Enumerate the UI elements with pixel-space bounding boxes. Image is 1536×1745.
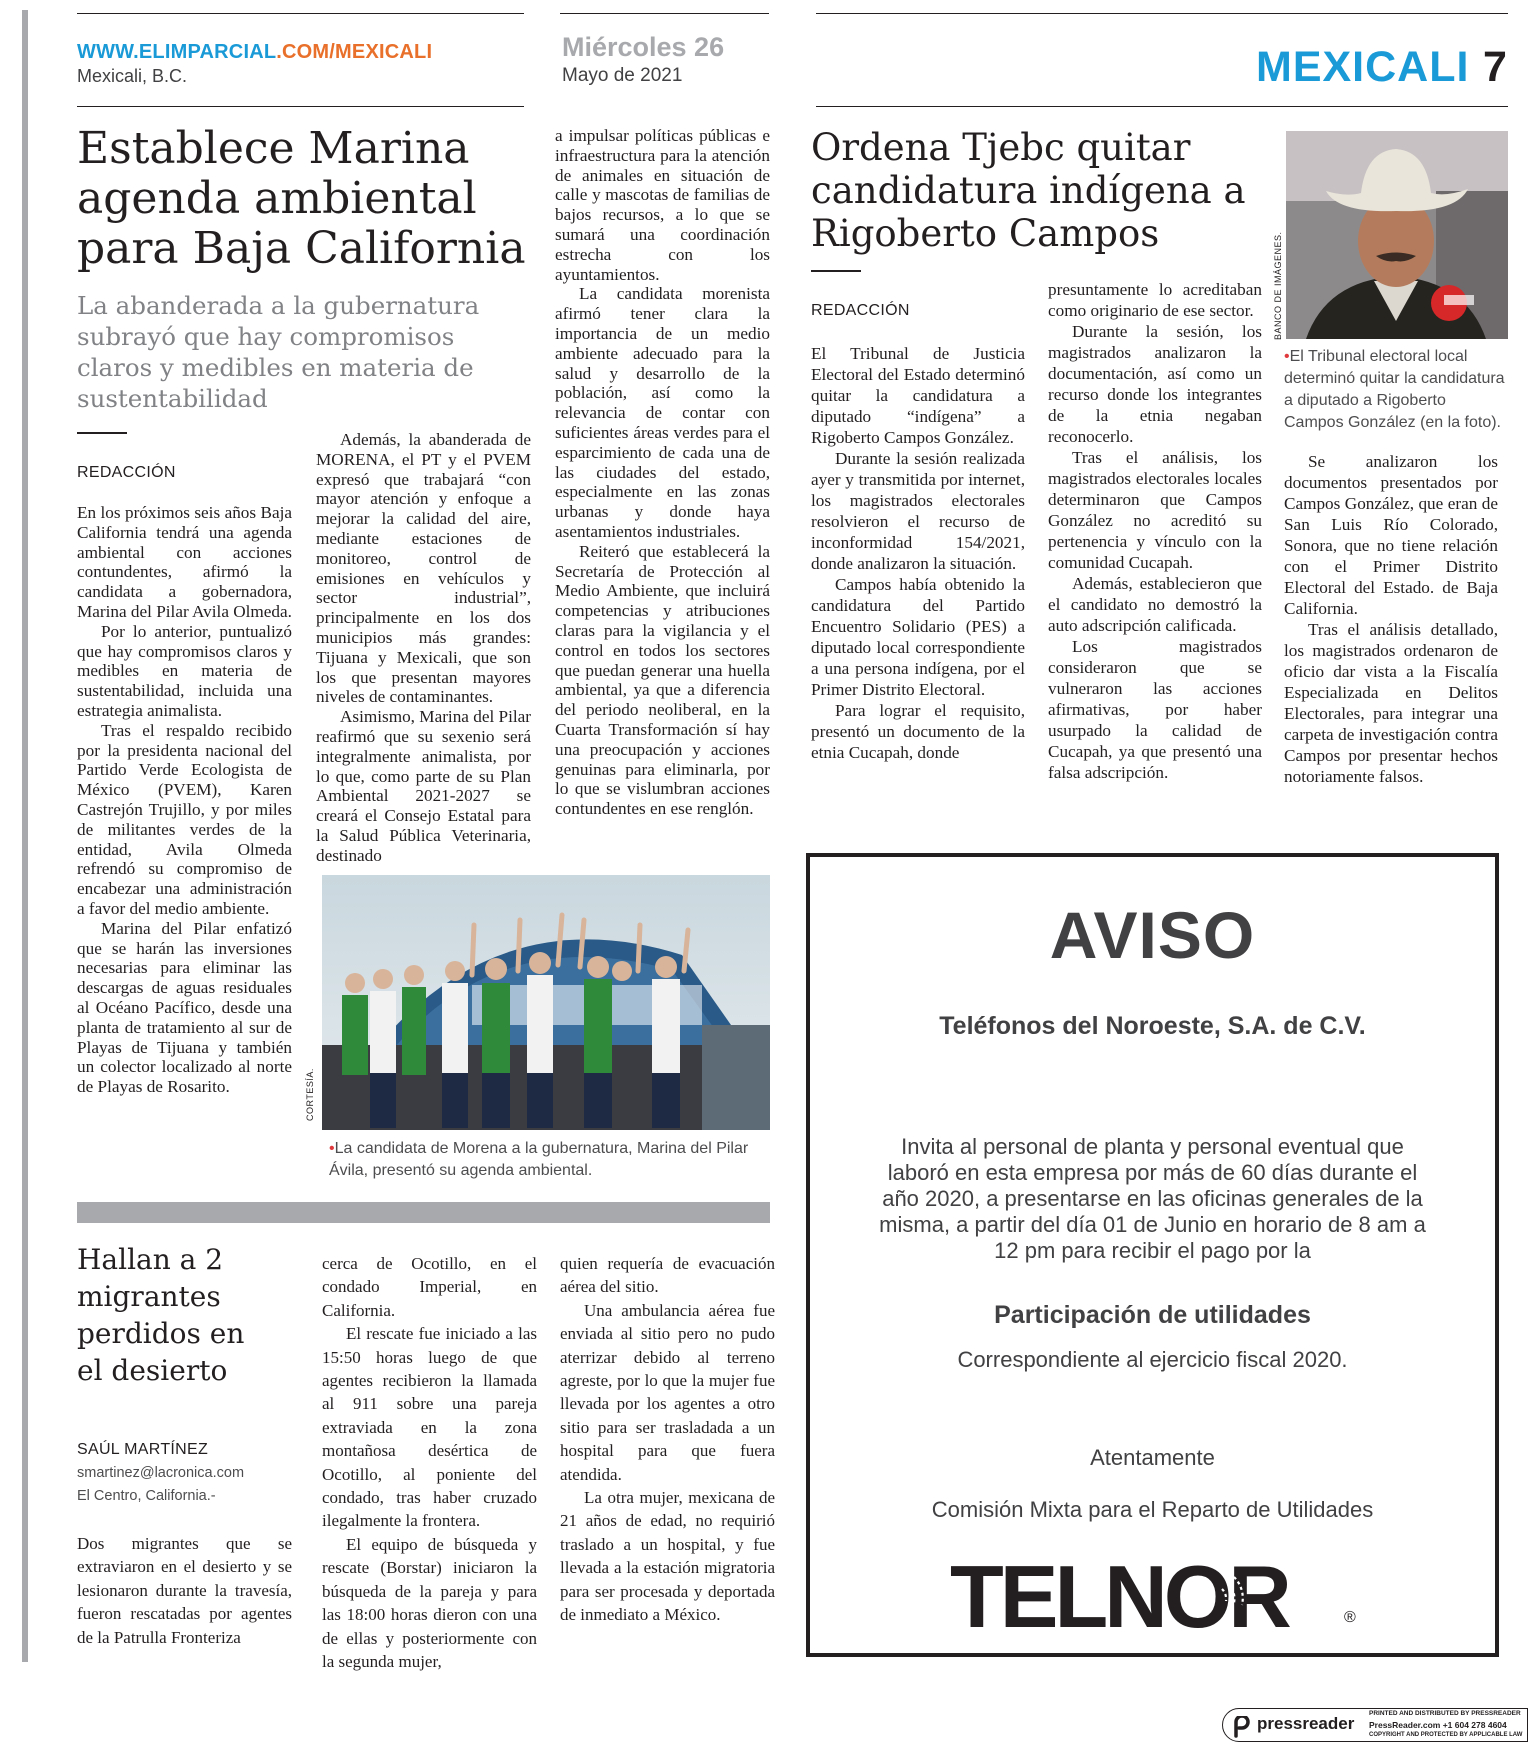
header-rule-left	[77, 13, 524, 14]
page-number: 7	[1483, 43, 1507, 91]
page-margin-bar	[22, 10, 28, 1662]
article1-paragraph: Además, la abanderada de MORENA, el PT y el PVEM expresó que trabajará “con mayor atención y enfoque a mejorar la calidad del aire, mediante estaciones de monitoreo, control de emisiones en vehículos y sector industrial”, principalmente en los dos municipios más grandes: Tijuana y Mexicali, que son los que presentan mayores niveles de contaminantes.	[316, 430, 531, 707]
article2-paragraph: presuntamente lo acreditaban como originario de ese sector.	[1048, 280, 1262, 320]
article1-headline: Establece Marina agenda ambiental para Baja California	[77, 123, 526, 274]
article2-column-3	[1284, 451, 1498, 787]
article3-paragraph: quien requería de evacuación aérea del sitio.	[560, 1254, 775, 1297]
article2-paragraph: Tras el análisis detallado, los magistrados ordenaron de oficio dar vista a la Fiscalía Especializada en Delitos Electorales, para integrar una carpeta de investigación contra Campos por presentar hechos notoriamente falsos.	[1284, 620, 1498, 786]
article2-photo-credit: BANCO DE IMÁGENES.	[1273, 231, 1283, 340]
article2-paragraph: Los magistrados consideraron que se vulneraron las acciones afirmativas, por haber usurpado la calidad de Cucapah, ya que presentó una falsa adscripción.	[1048, 637, 1262, 782]
section-separator-bar	[77, 1202, 770, 1223]
article3-paragraph: El rescate fue iniciado a las 15:50 horas luego de que agentes recibieron la llamada al 911 sobre una pareja extraviada en la zona montañosa desértica de Ocotillo, al poniente del condado, tras haber cruzado ilegalmente la frontera.	[322, 1324, 537, 1531]
article2-paragraph: El Tribunal de Justicia Electoral del Estado determinó quitar la candidatura a diputado “indígena” a Rigoberto Campos González.	[811, 344, 1025, 447]
article3-headline: Hallan a 2 migrantes perdidos en el desierto	[77, 1243, 245, 1387]
aviso-ad-box	[806, 853, 1499, 1657]
header-date-day: Miércoles 26	[562, 32, 725, 62]
section-title: MEXICALI	[1256, 43, 1470, 91]
header-location: Mexicali, B.C.	[77, 66, 188, 86]
telnor-logo-swirl-icon	[1176, 1559, 1258, 1641]
ad-closing: Atentamente	[1090, 1445, 1215, 1470]
article2-caption-text: El Tribunal electoral local determinó quitar la candidatura a diputado a Rigoberto Campos González (en la foto).	[1284, 348, 1505, 431]
article1-paragraph: Marina del Pilar enfatizó que se harán las inversiones necesarias para eliminar las descargas de aguas residuales al Océano Pacífico, desde una planta de tratamiento al sur de Playas de Tijuana y también un colector localizado al norte de Playas de Rosarito.	[77, 918, 292, 1097]
article1-subhead-rule	[77, 432, 127, 434]
ad-body: Invita al personal de planta y personal eventual que laboró en esta empresa por más de 60 días durante el año 2020, a presentarse en las oficinas generales de la misma, a partir del día 01 de Junio en horario de 8 am a 12 pm para recibir el pago por la	[879, 1134, 1426, 1263]
pressreader-logo-icon	[1233, 1716, 1253, 1738]
article1-paragraph: Tras el respaldo recibido por la presidenta nacional del Partido Verde Ecologista de México (PVEM), Karen Castrejón Trujillo, y por miles de militantes verdes de la entidad, Avila Olmeda refrendó su compromiso de encabezar una administración a favor del medio ambiente.	[77, 720, 292, 918]
article2-paragraph: Se analizaron los documentos presentados por Campos González, que eran de San Luis Río Colorado, Sonora, que no tiene relación con el Primer Distrito Electoral del Estado. de Baja California.	[1284, 452, 1498, 618]
telnor-logo-text: TELNOR	[950, 1547, 1288, 1646]
article1-caption-text: La candidata de Morena a la gubernatura, Marina del Pilar Ávila, presentó su agenda ambiental.	[329, 1140, 749, 1179]
ad-fiscal: Correspondiente al ejercicio fiscal 2020.	[957, 1347, 1348, 1372]
article3-column-2	[322, 1252, 537, 1673]
caption-bullet: •	[1284, 348, 1290, 365]
article1-column-3	[555, 126, 770, 819]
article1-paragraph: En los próximos seis años Baja California tendrá una agenda ambiental con acciones contundentes, afirmó la candidata a gobernadora, Marina del Pilar Avila Olmeda.	[77, 503, 292, 621]
article2-column-1	[811, 343, 1025, 763]
article1-paragraph: La candidata morenista afirmó tener clara la importancia de un medio ambiente adecuado para la salud y desarrollo de la población, así como la relevancia de contar con suficientes áreas verdes para el esparcimiento de cada una de las ciudades del estado, especialmente en las zonas urbanas y donde haya asentamientos industriales.	[555, 284, 770, 541]
article1-photo-credit: CORTESÍA.	[305, 1068, 315, 1121]
pressreader-brand: pressreader	[1257, 1714, 1355, 1733]
website-url[interactable]	[77, 41, 432, 64]
article1-column-2	[316, 430, 531, 866]
article3-paragraph: La otra mujer, mexicana de 21 años de edad, no requirió traslado a un hospital, y fue llevada a la estación migratoria para ser procesada y deportada de inmediato a México.	[560, 1488, 775, 1625]
article2-paragraph: Para lograr el requisito, presentó un documento de la etnia Cucapah, donde	[811, 701, 1025, 762]
article3-email[interactable]: smartinez@lacronica.com	[77, 1465, 245, 1481]
article2-byline: REDACCIÓN	[811, 302, 910, 319]
header-bottom-rule-right	[816, 106, 1508, 107]
ad-subject: Participación de utilidades	[994, 1301, 1311, 1329]
article2-column-2	[1048, 279, 1262, 783]
header-bottom-rule-left	[77, 106, 524, 107]
article1-subhead: La abanderada a la gubernatura subrayó que hay compromisos claros y medibles en materia de sustentabilidad	[77, 291, 480, 413]
article1-paragraph: Asimismo, Marina del Pilar reafirmó que su sexenio será integralmente animalista, por lo que, como parte de su Plan Ambiental 2021-2027 se creará el Consejo Estatal para la Salud Pública Veterinaria, destinado	[316, 707, 531, 865]
article2-paragraph: Durante la sesión, los magistrados analizaron la documentación, así como un recurso donde los integrantes de la etnia negaban reconocerlo.	[1048, 322, 1262, 446]
article1-paragraph: Por lo anterior, puntualizó que hay compromisos claros y medibles en materia de sustentabilidad, incluida una estrategia animalista.	[77, 621, 292, 720]
registered-mark: ®	[1344, 1609, 1356, 1626]
pressreader-line-2: PressReader.com +1 604 278 4604	[1369, 1720, 1507, 1730]
article3-dateline: El Centro, California.-	[77, 1488, 216, 1504]
article2-paragraph: Tras el análisis, los magistrados electorales locales determinaron que Campos González no acreditó su pertenencia y vínculo con la comunidad Cucapah.	[1048, 448, 1262, 572]
article3-paragraph: El equipo de búsqueda y rescate (Borstar) iniciaron la búsqueda de la pareja y para las 18:00 horas dieron con una de ellas y posteriormente con la segunda mujer,	[322, 1534, 537, 1671]
article3-byline: SAÚL MARTÍNEZ	[77, 1441, 209, 1458]
caption-bullet: •	[329, 1140, 335, 1157]
article1-column-1	[77, 503, 292, 1097]
article1-paragraph: Reiteró que establecerá la Secretaría de Protección al Medio Ambiente, que incluirá competencias y atribuciones claras para la vigilancia y el control en todos los sectores que puedan generar una huella ambiental, ya que a diferencia del periodo neoliberal, en la Cuarta Transformación sí hay una preocupación y acciones genuinas para eliminarla, por lo que se vislumbran acciones contundentes en ese renglón.	[555, 541, 770, 819]
rigoberto-campos-photo	[1286, 131, 1508, 339]
article2-caption	[1284, 346, 1509, 434]
ad-signatory: Comisión Mixta para el Reparto de Utilidades	[931, 1497, 1374, 1522]
article2-headline: Ordena Tjebc quitar candidatura indígena a Rigoberto Campos	[811, 126, 1246, 255]
header-rule-right	[816, 13, 1508, 14]
article2-paragraph: Durante la sesión realizada ayer y transmitida por internet, los magistrados electorales resolvieron el recurso de inconformidad 154/2021, donde analizaron la situación.	[811, 449, 1025, 573]
article1-byline: REDACCIÓN	[77, 464, 176, 481]
article3-paragraph: Dos migrantes que se extraviaron en el desierto y se lesionaron durante la travesía, fueron rescatadas por agentes de la Patrulla Fronteriza	[77, 1534, 292, 1647]
header-rule-mid	[560, 13, 769, 14]
pressreader-badge[interactable]	[1222, 1708, 1528, 1742]
pressreader-line-1: PRINTED AND DISTRIBUTED BY PRESSREADER	[1369, 1710, 1521, 1717]
article3-column-1	[77, 1532, 292, 1649]
pressreader-line-3: COPYRIGHT AND PROTECTED BY APPLICABLE LAW	[1369, 1732, 1523, 1738]
campaign-rally-photo	[322, 875, 770, 1130]
article3-paragraph: cerca de Ocotillo, en el condado Imperial, en California.	[322, 1254, 537, 1320]
article3-paragraph: Una ambulancia aérea fue enviada al sitio pero no pudo aterrizar debido al terreno agreste, por lo que la mujer fue llevada por los agentes a otro sitio para ser trasladada a un hospital para que fuera atendida.	[560, 1300, 775, 1484]
article2-paragraph: Campos había obtenido la candidatura del Partido Encuentro Solidario (PES) a diputado local correspondiente a una persona indígena, por el Primer Distrito Electoral.	[811, 575, 1025, 699]
url-path: .COM/MEXICALI	[276, 41, 433, 63]
article3-column-3	[560, 1252, 775, 1627]
ad-title: AVISO	[1049, 898, 1256, 972]
url-domain: WWW.ELIMPARCIAL	[77, 41, 277, 63]
article1-caption	[329, 1138, 779, 1182]
article2-paragraph: Además, establecieron que el candidato no demostró la auto adscripción calificada.	[1048, 574, 1262, 635]
telnor-logo	[950, 1547, 1356, 1657]
article1-paragraph: a impulsar políticas públicas e infraestructura para la atención de animales en situación de calle y mascotas de familias de bajos recursos, a lo que se sumará una coordinación estrecha con los ayuntamientos.	[555, 126, 770, 284]
article2-headline-rule	[811, 270, 861, 272]
header-date-month: Mayo de 2021	[562, 65, 683, 86]
ad-company: Teléfonos del Noroeste, S.A. de C.V.	[939, 1012, 1366, 1040]
